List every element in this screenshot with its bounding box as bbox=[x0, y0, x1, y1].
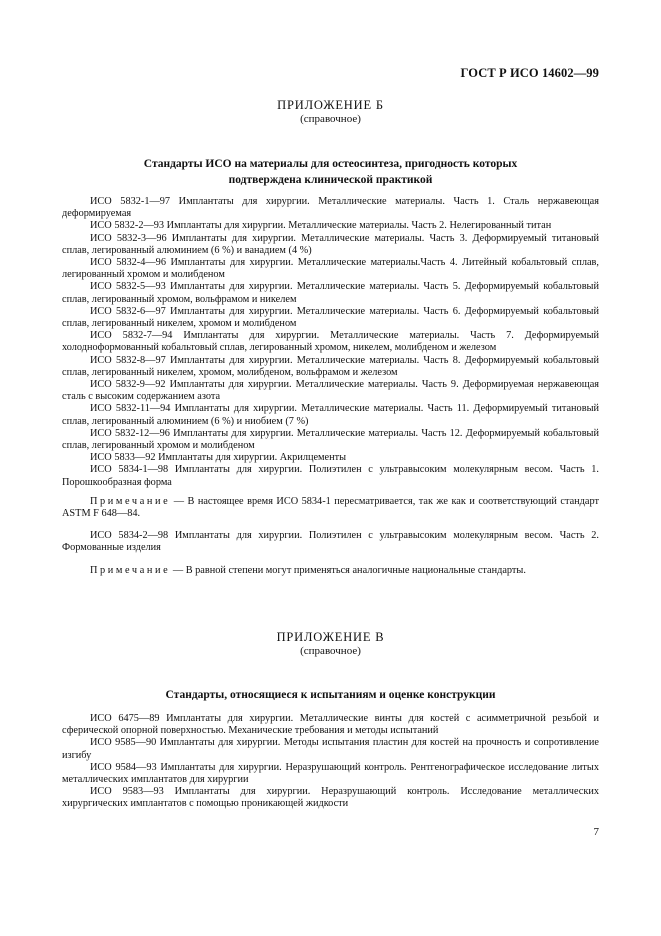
note-text: — В настоящее время ИСО 5834-1 пересматривается, так же как и соответствующий стандарт ASTM F 648—84. bbox=[62, 495, 599, 520]
list-item: ИСО 5832-3—96 Имплантаты для хирургии. Металлические материалы. Часть 3. Деформируемый титановый сплав, легированный алюминием (6 %) и ванадием (4 %) bbox=[62, 232, 599, 256]
list-item: ИСО 5832-11—94 Имплантаты для хирургии. Металлические материалы. Часть 11. Деформируемый титановый сплав, легированный алюминием (6 %) и ниобием (7 %) bbox=[62, 403, 599, 427]
list-item: ИСО 9583—93 Имплантаты для хирургии. Неразрушающий контроль. Исследование металлических хирургических имплантатов с помощью проникающей жидкости bbox=[62, 786, 599, 810]
appendix-b-title: ПРИЛОЖЕНИЕ Б bbox=[277, 98, 384, 112]
appendix-v-title: ПРИЛОЖЕНИЕ В bbox=[276, 630, 385, 644]
list-item: ИСО 5832-5—93 Имплантаты для хирургии. Металлические материалы. Часть 5. Деформируемый кобальтовый сплав, легированный хромом, вольфрамом и никелем bbox=[62, 281, 599, 305]
list-item: ИСО 6475—89 Имплантаты для хирургии. Металлические винты для костей с асимметричной резьбой и сферической опорной поверхностью. Механические требования и методы испытаний bbox=[62, 713, 599, 737]
appendix-v-heading: Стандарты, относящиеся к испытаниям и оценке конструкции bbox=[165, 689, 496, 701]
list-item: ИСО 5834-2—98 Имплантаты для хирургии. Полиэтилен с ультравысоким молекулярным весом. Часть 2. Формованные изделия bbox=[62, 530, 599, 554]
appendix-b-heading-line2: подтверждена клинической практикой bbox=[228, 174, 433, 186]
list-item: ИСО 5832-2—93 Имплантаты для хирургии. Металлические материалы. Часть 2. Нелегированный титан bbox=[90, 220, 552, 232]
list-item: ИСО 5832-7—94 Имплантаты для хирургии. Металлические материалы. Часть 7. Деформируемый холоднoформованный кобальтовый сплав, легированный хромом, никелем, молибденом и железом bbox=[62, 330, 599, 354]
document-code: ГОСТ Р ИСО 14602—99 bbox=[460, 66, 599, 80]
list-item: ИСО 5832-1—97 Имплантаты для хирургии. Металлические материалы. Часть 1. Сталь нержавеющая деформируемая bbox=[62, 196, 599, 220]
list-item: ИСО 5834-1—98 Имплантаты для хирургии. Полиэтилен с ультравысоким молекулярным весом. Часть 1. Порошкообразная форма bbox=[62, 464, 599, 488]
list-item: ИСО 9585—90 Имплантаты для хирургии. Методы испытания пластин для костей на прочность и сопротивление изгибу bbox=[62, 737, 599, 761]
appendix-b-heading-line1: Стандарты ИСО на материалы для остеосинтеза, пригодность которых bbox=[143, 158, 518, 170]
appendix-v-list bbox=[62, 713, 599, 811]
list-item: ИСО 5832-6—97 Имплантаты для хирургии. Металлические материалы. Часть 6. Деформируемый кобальтовый сплав, легированный никелем, хромом и молибденом bbox=[62, 305, 599, 330]
note-1 bbox=[62, 496, 599, 520]
note-text: — В равной степени могут применяться аналогичные национальные стандарты. bbox=[170, 564, 526, 576]
note-label: Примечание bbox=[90, 495, 171, 507]
list-item: ИСО 5832-12—96 Имплантаты для хирургии. Металлические материалы. Часть 12. Деформируемый кобальтовый сплав, легированный хромом и молибденом bbox=[62, 427, 599, 452]
appendix-v-subtitle: (справочное) bbox=[300, 645, 361, 657]
note-2 bbox=[62, 565, 599, 577]
page-number: 7 bbox=[593, 826, 599, 838]
list-item: ИСО 5832-4—96 Имплантаты для хирургии. Металлические материалы.Часть 4. Литейный кобальтовый сплав, легированный хромом и молибденом bbox=[62, 257, 599, 281]
list-item: ИСО 5832-8—97 Имплантаты для хирургии. Металлические материалы. Часть 8. Деформируемый кобальтовый сплав, легированный никелем, хромом, молибденом, вольфрамом и железом bbox=[62, 354, 599, 378]
appendix-b-heading bbox=[0, 156, 661, 188]
list-item: ИСО 9584—93 Имплантаты для хирургии. Неразрушающий контроль. Рентгенографическое исследование литых металлических имплантатов для хирургии bbox=[62, 761, 599, 786]
appendix-b-subtitle: (справочное) bbox=[300, 113, 361, 125]
list-item: ИСО 5832-9—92 Имплантаты для хирургии. Металлические материалы. Часть 9. Деформируемая нержавеющая сталь с высоким содержанием азота bbox=[62, 379, 599, 403]
appendix-b-list bbox=[62, 196, 599, 577]
note-label: Примечание bbox=[90, 564, 171, 576]
list-item: ИСО 5833—92 Имплантаты для хирургии. Акрилцементы bbox=[90, 452, 347, 464]
